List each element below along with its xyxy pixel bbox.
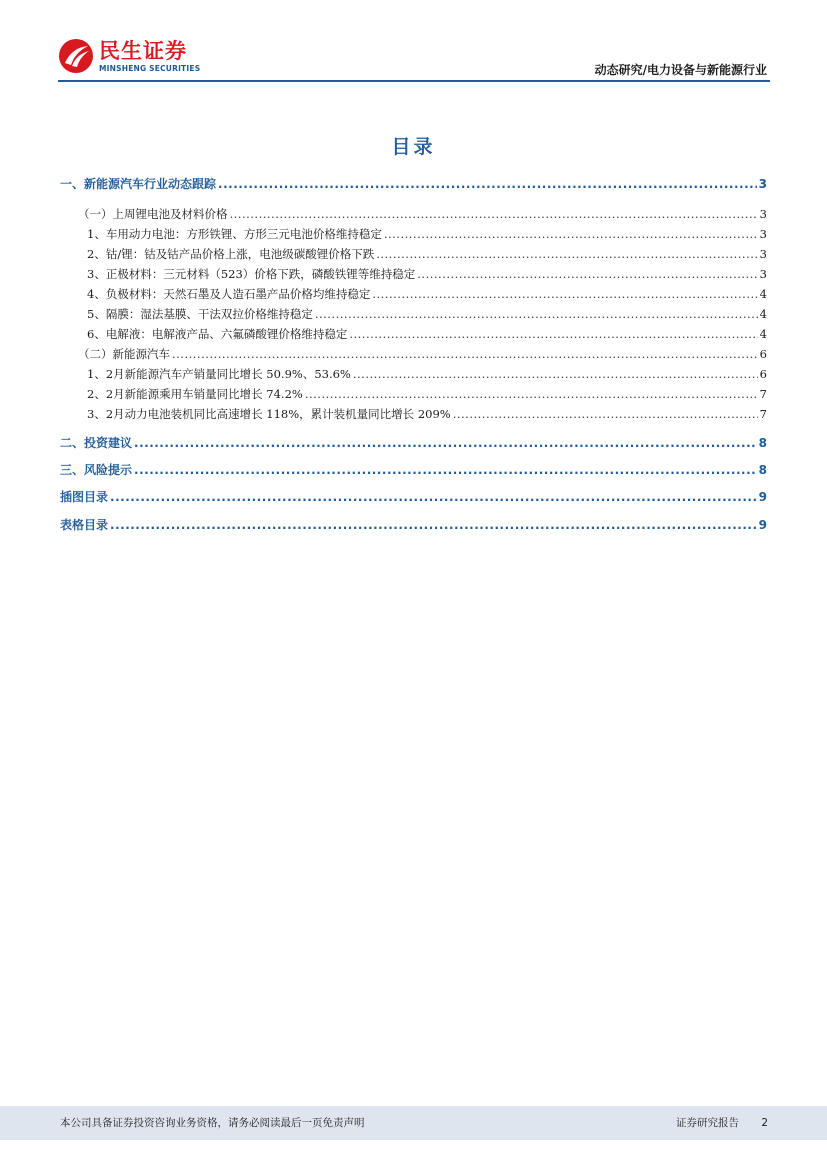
toc-entry[interactable] bbox=[60, 306, 767, 322]
toc-entry[interactable] bbox=[60, 406, 767, 422]
toc-entry[interactable] bbox=[60, 366, 767, 382]
toc-title: 目录 bbox=[391, 136, 436, 158]
toc-entry-text: （一）上周锂电池及材料价格 bbox=[78, 207, 228, 221]
toc-leader bbox=[353, 366, 758, 382]
toc-leader bbox=[305, 386, 758, 402]
toc-entry-text: 三、风险提示 bbox=[60, 463, 133, 477]
toc-leader bbox=[230, 206, 758, 222]
toc-entry-page: 7 bbox=[759, 387, 767, 401]
toc-leader bbox=[218, 176, 757, 192]
logo-english-name: MINSHENG SECURITIES bbox=[99, 64, 201, 73]
toc-entry-page: 8 bbox=[758, 463, 767, 477]
toc-entry[interactable] bbox=[60, 517, 767, 533]
footer-report-type: 证券研究报告 bbox=[676, 1117, 739, 1129]
toc-entry-text: 3、2月动力电池装机同比高速增长 118%，累计装机量同比增长 209% bbox=[87, 407, 451, 421]
toc-entry[interactable] bbox=[60, 346, 767, 362]
toc-entry-text: 1、2月新能源汽车产销量同比增长 50.9%、53.6% bbox=[87, 367, 351, 381]
toc-entry-page: 4 bbox=[759, 287, 767, 301]
toc-entry-page: 8 bbox=[758, 436, 767, 450]
toc-leader bbox=[172, 346, 758, 362]
toc-leader bbox=[110, 517, 757, 533]
toc-entry[interactable] bbox=[60, 286, 767, 302]
toc-entry[interactable] bbox=[60, 435, 767, 451]
toc-entry[interactable] bbox=[60, 246, 767, 262]
toc-entry-page: 9 bbox=[758, 518, 767, 532]
page-header bbox=[0, 0, 827, 84]
toc-entry-page: 3 bbox=[759, 207, 767, 221]
toc-entry-page: 3 bbox=[758, 177, 767, 191]
toc-entry[interactable] bbox=[60, 489, 767, 505]
toc-leader bbox=[372, 286, 757, 302]
toc-leader bbox=[453, 406, 758, 422]
logo-chinese-name: 民生证券 bbox=[99, 39, 187, 63]
toc-leader bbox=[315, 306, 758, 322]
toc-entry[interactable] bbox=[60, 206, 767, 222]
toc-entry[interactable] bbox=[60, 176, 767, 192]
toc-entry-page: 7 bbox=[759, 407, 767, 421]
toc-entry-text: 6、电解液：电解液产品、六氟磷酸锂价格维持稳定 bbox=[87, 327, 348, 341]
toc-entry-page: 9 bbox=[758, 490, 767, 504]
toc-leader bbox=[110, 489, 757, 505]
page-footer bbox=[0, 1106, 827, 1140]
toc-entry[interactable] bbox=[60, 326, 767, 342]
toc-entry-page: 6 bbox=[759, 367, 767, 381]
header-divider bbox=[58, 80, 770, 82]
toc-entry-text: 一、新能源汽车行业动态跟踪 bbox=[60, 177, 217, 191]
toc-leader bbox=[376, 246, 757, 262]
toc-leader bbox=[384, 226, 758, 242]
company-logo bbox=[58, 38, 208, 78]
toc-entry-page: 6 bbox=[759, 347, 767, 361]
toc-entry-page: 4 bbox=[759, 307, 767, 321]
toc-entry-text: （二）新能源汽车 bbox=[78, 347, 170, 361]
toc-entry[interactable] bbox=[60, 386, 767, 402]
toc-entry[interactable] bbox=[60, 266, 767, 282]
toc-entry-text: 二、投资建议 bbox=[60, 436, 133, 450]
toc-entry-page: 4 bbox=[759, 327, 767, 341]
toc-leader bbox=[417, 266, 757, 282]
toc-entry-text: 插图目录 bbox=[60, 490, 109, 504]
toc-entry-text: 2、钴/锂：钴及钴产品价格上涨，电池级碳酸锂价格下跌 bbox=[87, 247, 375, 261]
toc-entry-text: 1、车用动力电池：方形铁锂、方形三元电池价格维持稳定 bbox=[87, 227, 382, 241]
toc-entry[interactable] bbox=[60, 226, 767, 242]
minsheng-logo-icon bbox=[58, 38, 94, 74]
toc-leader bbox=[349, 326, 757, 342]
toc-leader bbox=[134, 435, 757, 451]
toc-entry-page: 3 bbox=[759, 247, 767, 261]
footer-disclaimer: 本公司具备证券投资咨询业务资格，请务必阅读最后一页免责声明 bbox=[60, 1117, 365, 1129]
toc-entry-text: 5、隔膜：湿法基膜、干法双拉价格维持稳定 bbox=[87, 307, 313, 321]
toc-leader bbox=[134, 462, 757, 478]
toc-entry-page: 3 bbox=[759, 267, 767, 281]
toc-entry-text: 2、2月新能源乘用车销量同比增长 74.2% bbox=[87, 387, 303, 401]
toc-entry-text: 3、正极材料：三元材料（523）价格下跌，磷酸铁锂等维持稳定 bbox=[87, 267, 416, 281]
page-number: 2 bbox=[761, 1117, 768, 1129]
toc-entry-text: 4、负极材料：天然石墨及人造石墨产品价格均维持稳定 bbox=[87, 287, 371, 301]
toc-entry-text: 表格目录 bbox=[60, 518, 109, 532]
toc-entry-page: 3 bbox=[759, 227, 767, 241]
report-category: 动态研究/电力设备与新能源行业 bbox=[594, 63, 767, 77]
toc-entry[interactable] bbox=[60, 462, 767, 478]
